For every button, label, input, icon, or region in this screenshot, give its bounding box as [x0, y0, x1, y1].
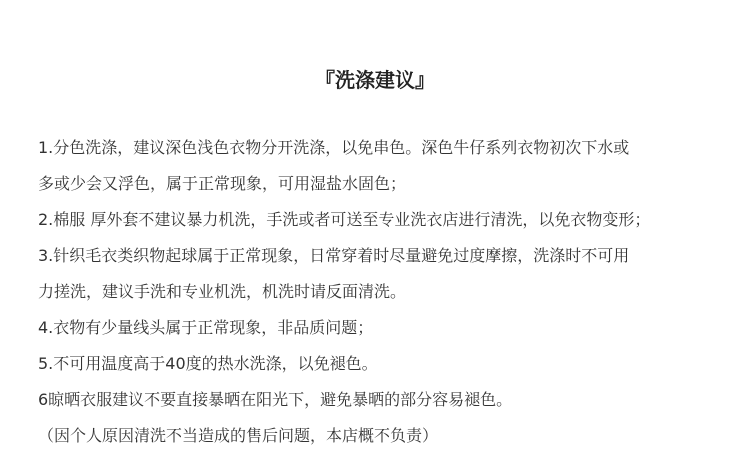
instruction-line: 2.棉服 厚外套不建议暴力机洗，手洗或者可送至专业洗衣店进行清洗，以免衣物变形；	[38, 210, 651, 229]
instruction-line: 力搓洗，建议手洗和专业机洗，机洗时请反面清洗。	[38, 282, 407, 301]
page-title: 『洗涤建议』	[315, 68, 435, 92]
instruction-line: 多或少会又浮色，属于正常现象，可用湿盐水固色；	[38, 174, 407, 193]
instruction-line: 6晾晒衣服建议不要直接暴晒在阳光下，避免暴晒的部分容易褪色。	[38, 390, 513, 409]
instruction-line: 3.针织毛衣类织物起球属于正常现象，日常穿着时尽量避免过度摩擦，洗涤时不可用	[38, 246, 630, 265]
disclaimer-line: （因个人原因清洗不当造成的售后问题，本店概不负责）	[38, 426, 439, 445]
instruction-line: 5.不可用温度高于40度的热水洗涤，以免褪色。	[38, 354, 378, 373]
instruction-line: 1.分色洗涤，建议深色浅色衣物分开洗涤，以免串色。深色牛仔系列衣物初次下水或	[38, 138, 630, 157]
instruction-line: 4.衣物有少量线头属于正常现象，非品质问题；	[38, 318, 374, 337]
washing-instructions	[38, 130, 738, 454]
